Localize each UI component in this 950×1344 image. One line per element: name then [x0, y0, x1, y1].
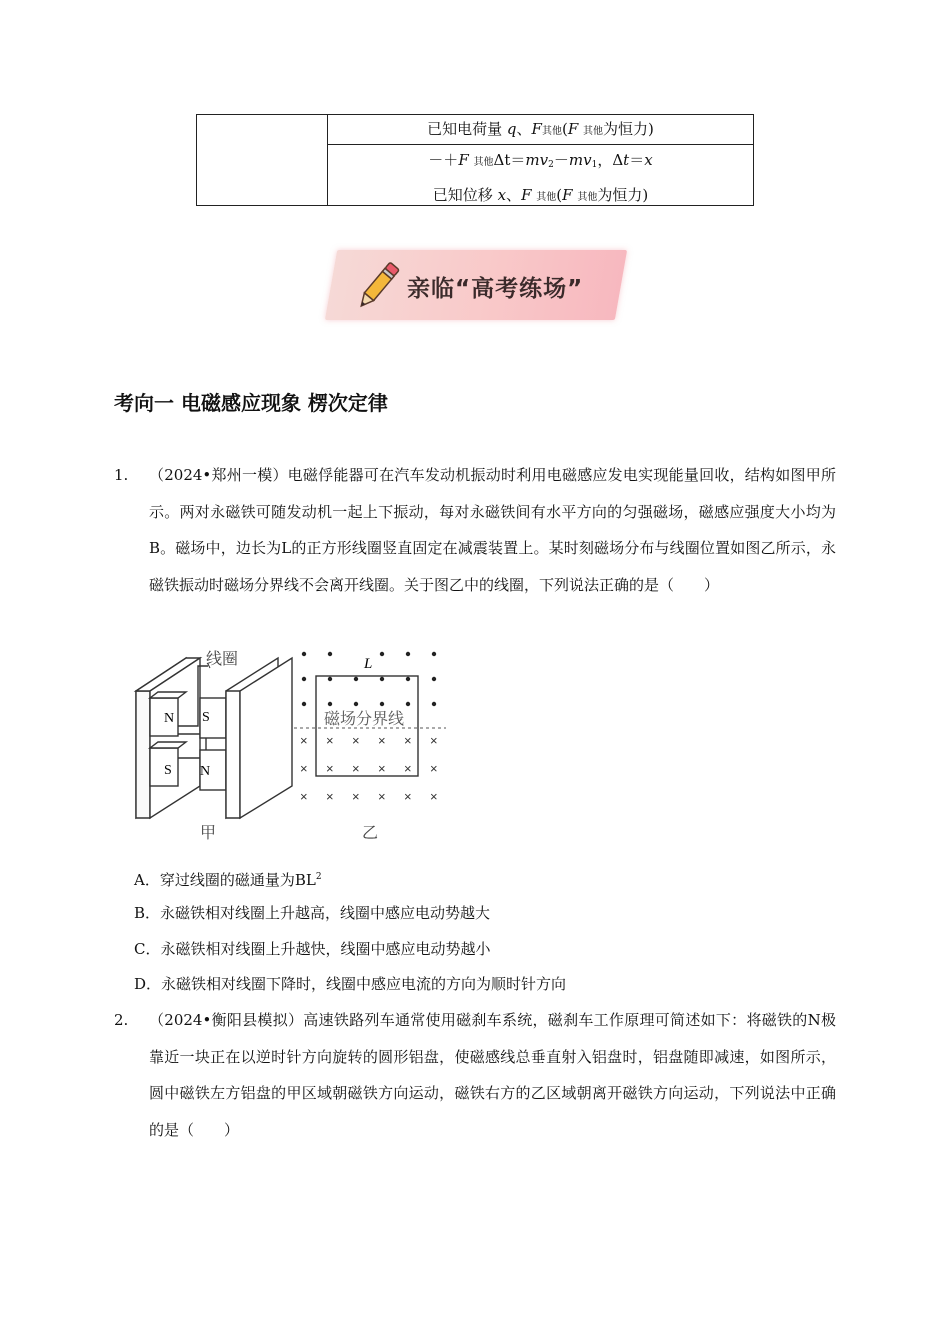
symbol-t: t	[623, 151, 630, 169]
table-left-cell	[197, 115, 328, 205]
formula-line	[328, 145, 753, 180]
text: 、	[516, 120, 532, 138]
magnet-n-label: N	[164, 711, 175, 726]
question-number: 1.	[114, 466, 129, 484]
question-text: （2024•郑州一模）电磁俘能器可在汽车发动机振动时利用电磁感应发电实现能量回收，结构如图甲所示。两对永磁铁可随发动机一起上下振动，每对永磁铁间有水平方向的匀强磁场，磁感应强度大小均为B。磁场中，边长为L的正方形线圈竖直固定在减震装置上。某时刻磁场分布与线圈位置如图乙所示，永磁铁振动时磁场分界线不会离开线圈。关于图乙中的线圈，下列说法正确的是（ ）	[149, 466, 836, 594]
option-letter: A．	[134, 871, 160, 889]
practice-banner	[323, 244, 629, 326]
option-text: 穿过线圈的磁通量为BL	[159, 871, 316, 889]
text: 、	[506, 186, 522, 204]
field-in-cross: ×	[430, 789, 438, 804]
field-in-cross: ×	[300, 761, 308, 776]
subscript: 2	[548, 160, 554, 170]
subscript: 其他	[577, 192, 598, 203]
question-2	[114, 1002, 836, 1148]
field-out-dot	[354, 677, 358, 681]
option-text: 永磁铁相对线圈上升越高，线圈中感应电动势越大	[160, 904, 491, 922]
question-number: 2.	[114, 1011, 129, 1029]
question-text: （2024•衡阳县模拟）高速铁路列车通常使用磁刹车系统，磁刹车工作原理可简述如下：将磁铁的N极靠近一块正在以逆时针方向旋转的圆形铝盘，使磁感线总垂直射入铝盘时，铝盘随即减速，如图所示，圆中磁铁左方铝盘的甲区域朝磁铁方向运动，磁铁右方的乙区域朝离开磁铁方向运动，下列说法中正确的是（ ）	[149, 1011, 836, 1139]
symbol-m: m	[568, 151, 584, 169]
subscript: 其他	[473, 157, 494, 168]
field-in-cross: ×	[300, 789, 308, 804]
text: ，Δ	[597, 151, 624, 169]
field-in-cross: ×	[300, 733, 308, 748]
field-out-dot	[380, 702, 384, 706]
symbol-v: v	[539, 151, 549, 169]
option-b[interactable]	[134, 902, 490, 924]
text: －	[553, 151, 569, 169]
field-out-dot	[406, 677, 410, 681]
subscript: 其他	[541, 126, 562, 137]
table-row-charge	[328, 115, 753, 145]
magnet-n-label: N	[200, 764, 211, 779]
field-out-dot	[432, 677, 436, 681]
field-in-cross: ×	[352, 733, 360, 748]
field-in-cross: ×	[378, 761, 386, 776]
text: ＝	[629, 151, 645, 169]
text: (	[561, 120, 568, 138]
text: －＋	[428, 151, 459, 169]
text: 为恒力)	[597, 186, 649, 204]
formula-table	[196, 114, 754, 206]
symbol-x: x	[644, 151, 653, 169]
option-letter: B．	[134, 904, 161, 922]
symbol-F: F	[567, 120, 579, 138]
subscript: 其他	[583, 126, 604, 137]
section-title: 考向一 电磁感应现象 楞次定律	[114, 391, 388, 415]
question-1	[114, 457, 836, 603]
field-out-dot	[432, 652, 436, 656]
symbol-F: F	[562, 186, 573, 204]
field-out-dot	[302, 677, 306, 681]
field-out-dot	[302, 702, 306, 706]
field-in-cross: ×	[326, 733, 334, 748]
option-d[interactable]	[134, 973, 566, 995]
field-in-cross: ×	[404, 789, 412, 804]
text: (	[556, 186, 563, 204]
symbol-F: F	[531, 120, 542, 138]
field-out-dot	[328, 702, 332, 706]
pencil-icon	[353, 258, 403, 314]
field-in-cross: ×	[352, 761, 360, 776]
text: 为恒力)	[603, 120, 654, 138]
banner-title: 亲临“高考练场”	[407, 276, 584, 302]
field-out-dot	[328, 677, 332, 681]
table-row-displacement	[328, 145, 753, 205]
field-in-cross: ×	[378, 789, 386, 804]
symbol-q: q	[506, 120, 517, 138]
field-in-cross: ×	[430, 733, 438, 748]
symbol-m: m	[525, 151, 540, 169]
subscript: 其他	[536, 192, 557, 203]
text: 已知位移	[432, 186, 498, 204]
text: ＝	[510, 151, 526, 169]
field-out-dot	[432, 702, 436, 706]
formula-line	[328, 180, 753, 213]
field-in-cross: ×	[430, 761, 438, 776]
field-out-dot	[380, 677, 384, 681]
field-in-cross: ×	[404, 733, 412, 748]
caption-yi: 乙	[362, 823, 379, 842]
coil-label: 线圈	[206, 649, 239, 668]
text: Δt	[493, 151, 511, 169]
field-in-cross: ×	[326, 761, 334, 776]
field-in-cross: ×	[378, 733, 386, 748]
magnet-s-label: S	[202, 710, 210, 725]
field-out-dot	[354, 702, 358, 706]
superscript: 2	[315, 872, 322, 882]
field-out-dot	[302, 652, 306, 656]
boundary-label: 磁场分界线	[324, 709, 405, 728]
option-text: 永磁铁相对线圈上升越快，线圈中感应电动势越小	[160, 940, 491, 958]
caption-jia: 甲	[200, 823, 217, 842]
option-letter: D．	[134, 975, 162, 993]
symbol-v: v	[583, 151, 592, 169]
side-length-label: L	[364, 656, 373, 672]
option-a[interactable]	[134, 866, 322, 891]
field-out-dot	[380, 652, 384, 656]
symbol-x: x	[497, 186, 507, 204]
figure-magnet-coil	[128, 646, 448, 846]
field-out-dot	[328, 652, 332, 656]
symbol-F: F	[458, 151, 469, 169]
field-in-cross: ×	[404, 761, 412, 776]
subscript: 1	[591, 160, 598, 170]
magnet-s-label: S	[164, 763, 172, 778]
option-c[interactable]	[134, 938, 491, 960]
field-in-cross: ×	[326, 789, 334, 804]
field-in-cross: ×	[352, 789, 360, 804]
symbol-F: F	[521, 186, 532, 204]
field-out-dot	[406, 702, 410, 706]
option-letter: C．	[134, 940, 161, 958]
option-text: 永磁铁相对线圈下降时，线圈中感应电流的方向为顺时针方向	[161, 975, 567, 993]
text: 已知电荷量	[427, 120, 507, 138]
field-out-dot	[406, 652, 410, 656]
